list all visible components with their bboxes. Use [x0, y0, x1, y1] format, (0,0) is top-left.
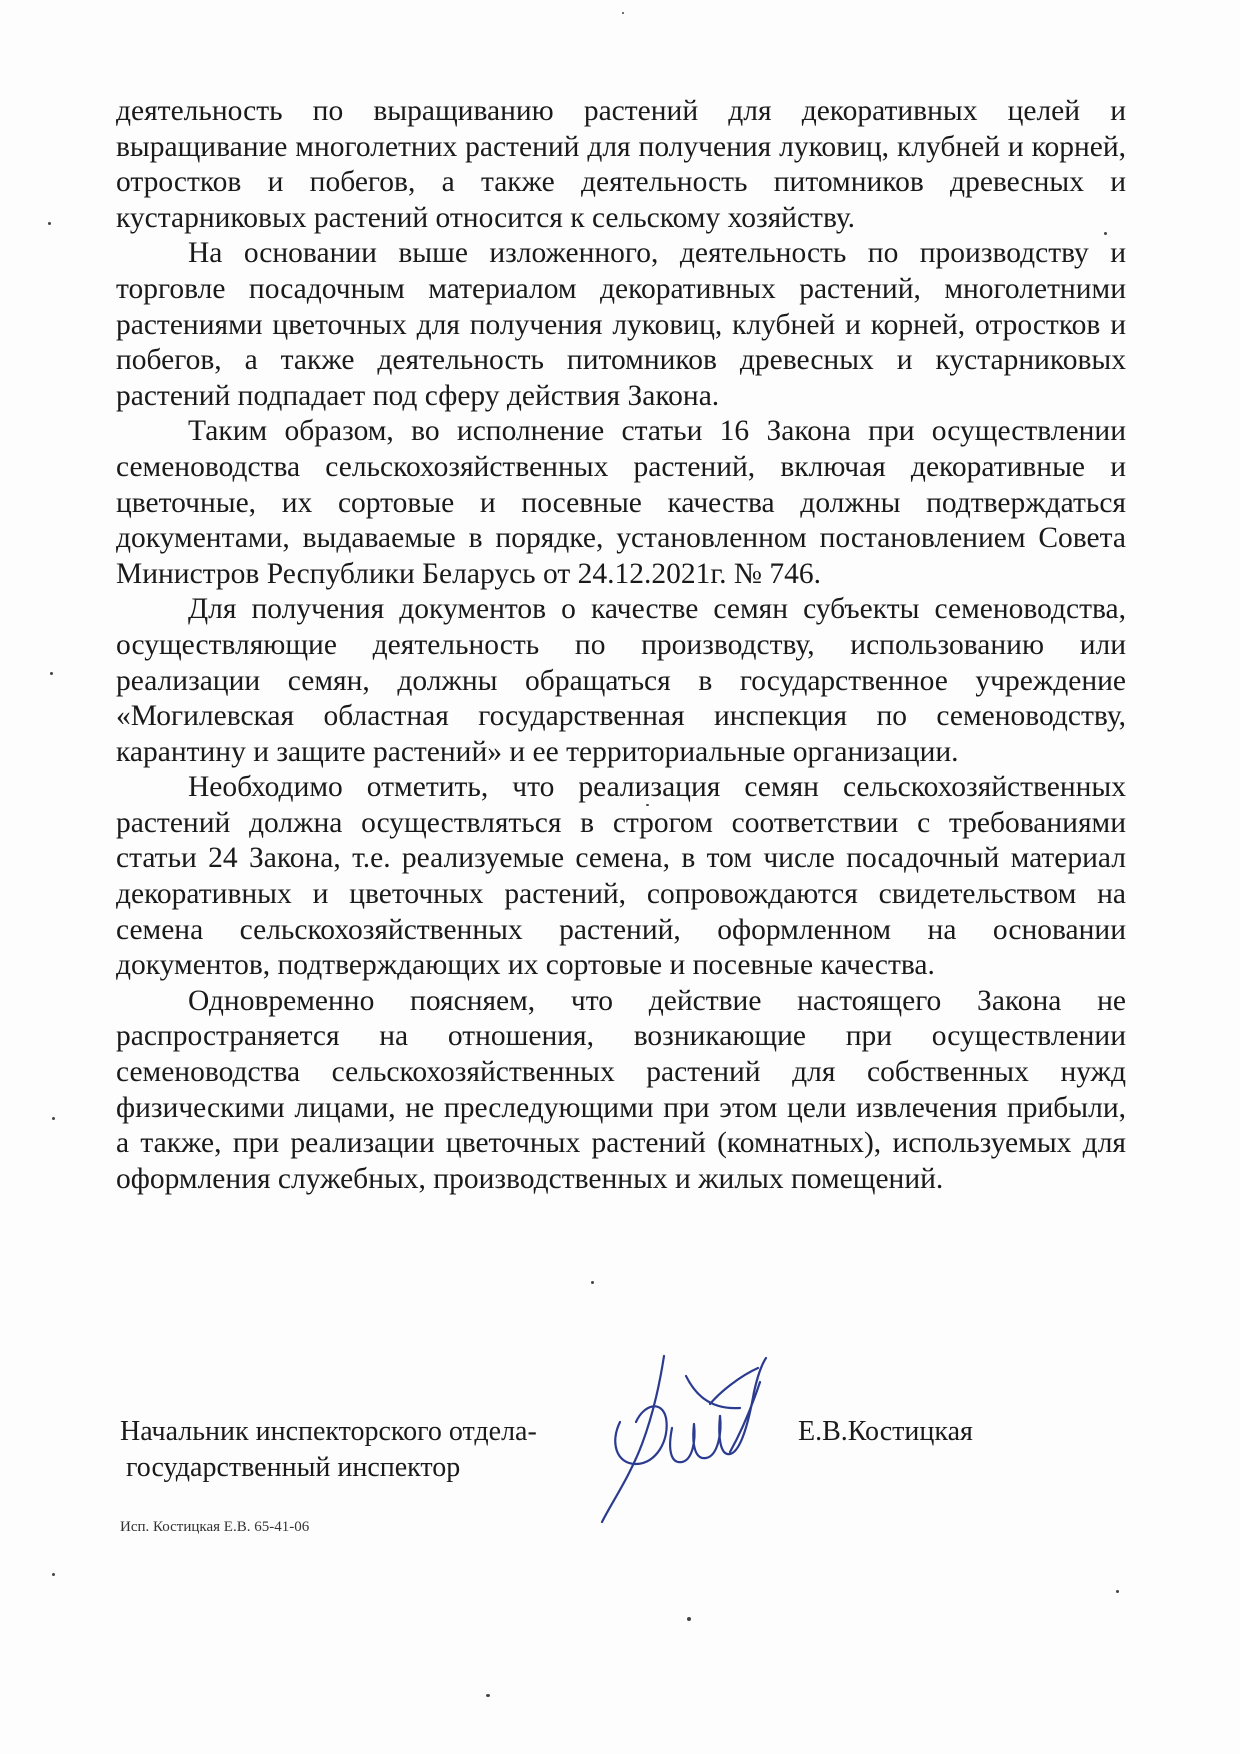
scan-speck	[646, 804, 649, 806]
paragraph-4: Для получения документов о качестве семян субъекты семеноводства, осуществляющие деятельность по производству, использованию или реализации семян, должны обращаться в государственное учреждение «Могилевская областная государственная инспекция по семеноводству, карантину и защите растений» и ее территориальные организации.	[116, 593, 1126, 768]
scan-speck	[52, 1117, 55, 1120]
executor-note: Исп. Костицкая Е.В. 65-41-06	[120, 1519, 310, 1535]
scan-speck	[486, 1694, 490, 1697]
letter-body	[116, 94, 1126, 1197]
handwritten-signature	[590, 1352, 800, 1528]
paragraph-5: Необходимо отметить, что реализация семян сельскохозяйственных растений должна осуществляться в строгом соответствии с требованиями статьи 24 Закона, т.е. реализуемые семена, в том числе посадочный материал декоративных и цветочных растений, сопровождаются свидетельством на семена сельскохозяйственных растений, оформленном на основании документов, подтверждающих их сортовые и посевные качества.	[116, 771, 1126, 982]
signatory-position	[120, 1414, 537, 1486]
paragraph-6: Одновременно поясняем, что действие настоящего Закона не распространяется на отношения, возникающие при осуществлении семеноводства сельскохозяйственных растений для собственных нужд физическими лицами, не преследующими при этом цели извлечения прибыли, а также, при реализации цветочных растений (комнатных), используемых для оформления служебных, производственных и жилых помещений.	[116, 984, 1126, 1195]
paragraph-2: На основании выше изложенного, деятельность по производству и торговле посадочным материалом декоративных растений, многолетними растениями цветочных для получения луковиц, клубней и корней, отростков и побегов, а также деятельность питомников древесных и кустарниковых растений подпадает под сферу действия Закона.	[116, 237, 1126, 412]
scan-speck	[50, 672, 53, 675]
scan-speck	[48, 222, 51, 225]
scan-speck	[1104, 232, 1107, 235]
scan-speck	[622, 12, 624, 14]
paragraph-3: Таким образом, во исполнение статьи 16 Закона при осуществлении семеноводства сельскохозяйственных растений, включая декоративные и цветочные, их сортовые и посевные качества должны подтверждаться документами, выдаваемые в порядке, установленном постановлением Совета Министров Республики Беларусь от 24.12.2021г. № 746.	[116, 415, 1126, 590]
position-line-2: государственный инспектор	[126, 1452, 461, 1483]
position-line-1: Начальник инспекторского отдела-	[120, 1416, 537, 1447]
scan-speck	[687, 1617, 691, 1621]
scan-speck	[1116, 1590, 1119, 1593]
paragraph-1: деятельность по выращиванию растений для декоративных целей и выращивание многолетних растений для получения луковиц, клубней и корней, отростков и побегов, а также деятельность питомников древесных и кустарниковых растений относится к сельскому хозяйству.	[116, 95, 1126, 234]
scan-speck	[52, 1573, 55, 1576]
scan-speck	[591, 1281, 594, 1284]
signatory-name: Е.В.Костицкая	[798, 1416, 973, 1447]
